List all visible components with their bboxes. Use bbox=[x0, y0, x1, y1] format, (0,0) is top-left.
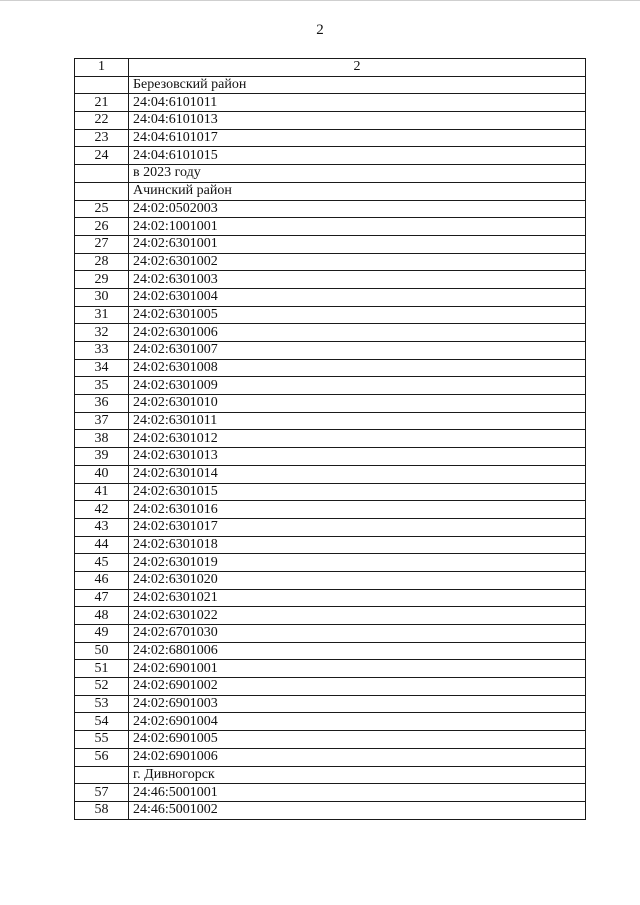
row-number-cell: 40 bbox=[75, 465, 129, 483]
column-header-2: 2 bbox=[129, 59, 586, 77]
row-number-cell: 43 bbox=[75, 518, 129, 536]
table-row bbox=[75, 94, 586, 112]
row-number-cell: 31 bbox=[75, 306, 129, 324]
cadastral-number-cell: 24:02:6901002 bbox=[129, 678, 586, 696]
table-row bbox=[75, 483, 586, 501]
cadastral-number-cell: 24:02:6301001 bbox=[129, 235, 586, 253]
row-number-cell bbox=[75, 165, 129, 183]
table-row bbox=[75, 713, 586, 731]
cadastral-table bbox=[74, 58, 586, 820]
cadastral-number-cell: 24:02:1001001 bbox=[129, 218, 586, 236]
page-top-edge bbox=[0, 0, 640, 1]
table-row bbox=[75, 801, 586, 819]
row-number-cell: 24 bbox=[75, 147, 129, 165]
row-number-cell: 33 bbox=[75, 342, 129, 360]
table-row bbox=[75, 678, 586, 696]
table-row bbox=[75, 536, 586, 554]
cadastral-number-cell: 24:04:6101011 bbox=[129, 94, 586, 112]
cadastral-number-cell: 24:02:6301019 bbox=[129, 554, 586, 572]
cadastral-number-cell: 24:02:6301002 bbox=[129, 253, 586, 271]
row-number-cell: 48 bbox=[75, 607, 129, 625]
cadastral-number-cell: 24:02:6301014 bbox=[129, 465, 586, 483]
table-row bbox=[75, 412, 586, 430]
cadastral-number-cell: 24:02:6301003 bbox=[129, 271, 586, 289]
row-number-cell: 45 bbox=[75, 554, 129, 572]
section-title-cell: в 2023 году bbox=[129, 165, 586, 183]
cadastral-number-cell: 24:02:6301005 bbox=[129, 306, 586, 324]
cadastral-number-cell: 24:02:6301022 bbox=[129, 607, 586, 625]
cadastral-number-cell: 24:02:6901003 bbox=[129, 695, 586, 713]
cadastral-number-cell: 24:02:6901006 bbox=[129, 748, 586, 766]
row-number-cell: 55 bbox=[75, 731, 129, 749]
table-row bbox=[75, 518, 586, 536]
cadastral-number-cell: 24:02:6901005 bbox=[129, 731, 586, 749]
cadastral-number-cell: 24:02:6901001 bbox=[129, 660, 586, 678]
row-number-cell: 53 bbox=[75, 695, 129, 713]
table-row bbox=[75, 112, 586, 130]
table-section-row bbox=[75, 182, 586, 200]
cadastral-number-cell: 24:02:6301017 bbox=[129, 518, 586, 536]
table-row bbox=[75, 554, 586, 572]
table-row bbox=[75, 695, 586, 713]
table-row bbox=[75, 784, 586, 802]
table-row bbox=[75, 253, 586, 271]
table-row bbox=[75, 748, 586, 766]
cadastral-number-cell: 24:02:6301016 bbox=[129, 501, 586, 519]
row-number-cell: 46 bbox=[75, 571, 129, 589]
cadastral-number-cell: 24:46:5001001 bbox=[129, 784, 586, 802]
cadastral-number-cell: 24:04:6101015 bbox=[129, 147, 586, 165]
table-row bbox=[75, 200, 586, 218]
column-header-1: 1 bbox=[75, 59, 129, 77]
table-row bbox=[75, 288, 586, 306]
row-number-cell: 51 bbox=[75, 660, 129, 678]
cadastral-number-cell: 24:02:6301008 bbox=[129, 359, 586, 377]
table-section-row bbox=[75, 76, 586, 94]
row-number-cell: 56 bbox=[75, 748, 129, 766]
row-number-cell: 54 bbox=[75, 713, 129, 731]
row-number-cell: 49 bbox=[75, 625, 129, 643]
cadastral-number-cell: 24:02:6301013 bbox=[129, 448, 586, 466]
cadastral-number-cell: 24:02:6301015 bbox=[129, 483, 586, 501]
table-row bbox=[75, 324, 586, 342]
table-row bbox=[75, 465, 586, 483]
table-row bbox=[75, 129, 586, 147]
row-number-cell bbox=[75, 76, 129, 94]
row-number-cell: 47 bbox=[75, 589, 129, 607]
row-number-cell: 52 bbox=[75, 678, 129, 696]
row-number-cell: 44 bbox=[75, 536, 129, 554]
section-title-cell: Ачинский район bbox=[129, 182, 586, 200]
row-number-cell: 41 bbox=[75, 483, 129, 501]
table-section-row bbox=[75, 766, 586, 784]
table-row bbox=[75, 377, 586, 395]
row-number-cell bbox=[75, 182, 129, 200]
row-number-cell: 25 bbox=[75, 200, 129, 218]
row-number-cell: 26 bbox=[75, 218, 129, 236]
row-number-cell: 50 bbox=[75, 642, 129, 660]
table-row bbox=[75, 589, 586, 607]
row-number-cell: 37 bbox=[75, 412, 129, 430]
cadastral-number-cell: 24:02:6301006 bbox=[129, 324, 586, 342]
row-number-cell: 21 bbox=[75, 94, 129, 112]
table-row bbox=[75, 660, 586, 678]
cadastral-number-cell: 24:02:6301012 bbox=[129, 430, 586, 448]
table-row bbox=[75, 271, 586, 289]
table-row bbox=[75, 359, 586, 377]
row-number-cell: 30 bbox=[75, 288, 129, 306]
cadastral-number-cell: 24:02:6301018 bbox=[129, 536, 586, 554]
row-number-cell: 39 bbox=[75, 448, 129, 466]
row-number-cell: 57 bbox=[75, 784, 129, 802]
cadastral-number-cell: 24:02:0502003 bbox=[129, 200, 586, 218]
table-row bbox=[75, 571, 586, 589]
row-number-cell: 42 bbox=[75, 501, 129, 519]
cadastral-number-cell: 24:02:6301007 bbox=[129, 342, 586, 360]
table-row bbox=[75, 642, 586, 660]
table-row bbox=[75, 501, 586, 519]
row-number-cell: 27 bbox=[75, 235, 129, 253]
table-row bbox=[75, 342, 586, 360]
cadastral-number-cell: 24:02:6301009 bbox=[129, 377, 586, 395]
row-number-cell: 23 bbox=[75, 129, 129, 147]
table-row bbox=[75, 218, 586, 236]
row-number-cell: 35 bbox=[75, 377, 129, 395]
cadastral-number-cell: 24:04:6101017 bbox=[129, 129, 586, 147]
row-number-cell: 58 bbox=[75, 801, 129, 819]
table-body bbox=[75, 59, 586, 820]
table-row bbox=[75, 395, 586, 413]
cadastral-number-cell: 24:02:6701030 bbox=[129, 625, 586, 643]
cadastral-number-cell: 24:02:6301010 bbox=[129, 395, 586, 413]
table-row bbox=[75, 430, 586, 448]
row-number-cell: 28 bbox=[75, 253, 129, 271]
cadastral-number-cell: 24:02:6801006 bbox=[129, 642, 586, 660]
row-number-cell: 29 bbox=[75, 271, 129, 289]
table-row bbox=[75, 147, 586, 165]
row-number-cell: 38 bbox=[75, 430, 129, 448]
cadastral-number-cell: 24:02:6301011 bbox=[129, 412, 586, 430]
table-row bbox=[75, 306, 586, 324]
section-title-cell: г. Дивногорск bbox=[129, 766, 586, 784]
cadastral-number-cell: 24:02:6301004 bbox=[129, 288, 586, 306]
row-number-cell: 36 bbox=[75, 395, 129, 413]
table-header-row bbox=[75, 59, 586, 77]
table-row bbox=[75, 607, 586, 625]
cadastral-number-cell: 24:46:5001002 bbox=[129, 801, 586, 819]
table-section-row bbox=[75, 165, 586, 183]
table-row bbox=[75, 731, 586, 749]
row-number-cell: 34 bbox=[75, 359, 129, 377]
row-number-cell: 32 bbox=[75, 324, 129, 342]
cadastral-number-cell: 24:04:6101013 bbox=[129, 112, 586, 130]
page-number: 2 bbox=[316, 22, 324, 38]
table-row bbox=[75, 625, 586, 643]
cadastral-number-cell: 24:02:6301021 bbox=[129, 589, 586, 607]
section-title-cell: Березовский район bbox=[129, 76, 586, 94]
cadastral-number-cell: 24:02:6901004 bbox=[129, 713, 586, 731]
row-number-cell bbox=[75, 766, 129, 784]
row-number-cell: 22 bbox=[75, 112, 129, 130]
cadastral-number-cell: 24:02:6301020 bbox=[129, 571, 586, 589]
table-row bbox=[75, 448, 586, 466]
table-row bbox=[75, 235, 586, 253]
